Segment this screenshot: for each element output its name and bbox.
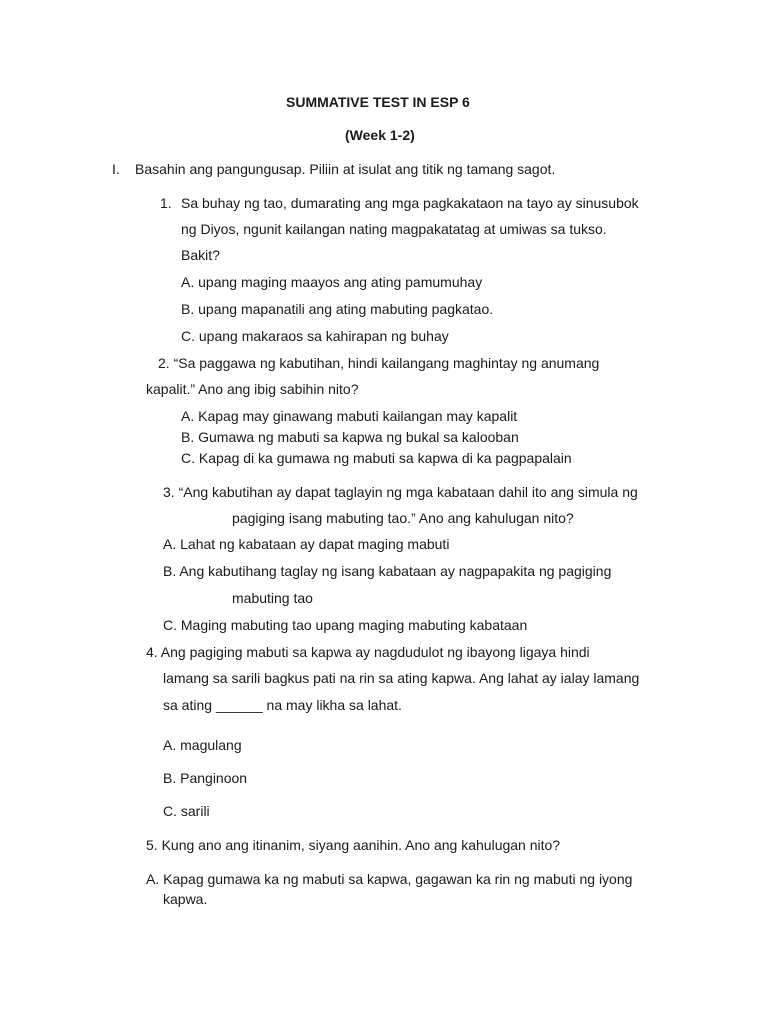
- question-1-choice: B. upang mapanatili ang ating mabuting pagkatao.: [181, 301, 494, 317]
- question-2-line: 2. “Sa paggawa ng kabutihan, hindi kailangang maghintay ng anumang: [158, 355, 600, 371]
- section-numeral: I.: [112, 161, 120, 177]
- week-subtitle: (Week 1-2): [345, 127, 415, 143]
- question-1-choice: A. upang maging maayos ang ating pamumuhay: [181, 274, 483, 290]
- question-5-choice: A. Kapag gumawa ka ng mabuti sa kapwa, gagawan ka rin ng mabuti ng iyong: [146, 871, 633, 887]
- question-4-choice: C. sarili: [163, 803, 210, 819]
- question-3-choice: A. Lahat ng kabataan ay dapat maging mabuti: [163, 536, 450, 552]
- section-instructions: Basahin ang pangungusap. Piliin at isulat ang titik ng tamang sagot.: [135, 161, 556, 177]
- question-4-choice: B. Panginoon: [163, 770, 248, 786]
- question-1-line: Sa buhay ng tao, dumarating ang mga pagkakataon na tayo ay sinusubok: [181, 195, 639, 211]
- question-1-number: 1.: [160, 195, 172, 211]
- question-2-choice: A. Kapag may ginawang mabuti kailangan may kapalit: [181, 408, 518, 424]
- question-5-line: 5. Kung ano ang itinanim, siyang aanihin. Ano ang kahulugan nito?: [146, 837, 561, 853]
- question-4-line: sa ating ______ na may likha sa lahat.: [163, 697, 402, 713]
- question-3-choice: mabuting tao: [232, 590, 313, 606]
- question-3-line: 3. “Ang kabutihan ay dapat taglayin ng mga kabataan dahil ito ang simula ng: [163, 484, 638, 500]
- question-1-line: Bakit?: [181, 247, 220, 263]
- question-2-line: kapalit.” Ano ang ibig sabihin nito?: [146, 381, 359, 397]
- question-3-line: pagiging isang mabuting tao.” Ano ang kahulugan nito?: [232, 510, 574, 526]
- question-3-choice: B. Ang kabutihang taglay ng isang kabataan ay nagpapakita ng pagiging: [163, 563, 612, 579]
- question-1-choice: C. upang makaraos sa kahirapan ng buhay: [181, 328, 449, 344]
- test-title: SUMMATIVE TEST IN ESP 6: [286, 94, 470, 110]
- question-2-choice: C. Kapag di ka gumawa ng mabuti sa kapwa di ka pagpapalain: [181, 450, 572, 466]
- question-2-choice: B. Gumawa ng mabuti sa kapwa ng bukal sa kalooban: [181, 429, 519, 445]
- question-4-line: lamang sa sarili bagkus pati na rin sa ating kapwa. Ang lahat ay ialay lamang: [163, 670, 640, 686]
- question-3-choice: C. Maging mabuting tao upang maging mabuting kabataan: [163, 617, 528, 633]
- question-1-line: ng Diyos, ngunit kailangan nating magpakatatag at umiwas sa tukso.: [181, 221, 607, 237]
- question-4-line: 4. Ang pagiging mabuti sa kapwa ay nagdudulot ng ibayong ligaya hindi: [146, 644, 590, 660]
- question-4-choice: A. magulang: [163, 737, 242, 753]
- question-5-choice: kapwa.: [163, 891, 208, 907]
